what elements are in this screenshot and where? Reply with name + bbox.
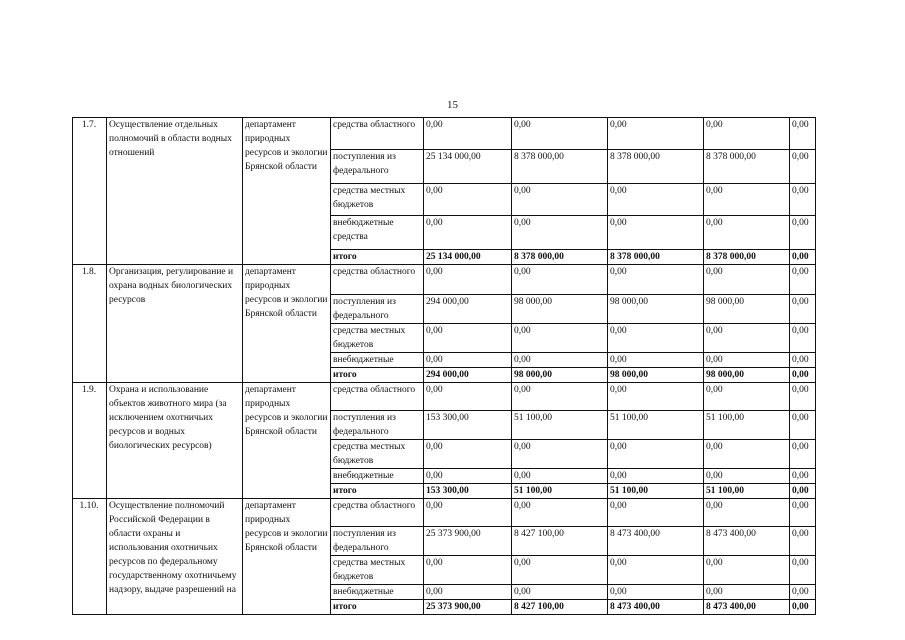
amount-cell: 98 000,00 (608, 295, 704, 324)
section-title: Организация, регулирование и охрана водных биологических ресурсов (107, 265, 243, 383)
section-title: Осуществление отдельных полномочий в области водных отношений (107, 118, 243, 265)
section-title: Охрана и использование объектов животного мира (за исключением охотничьих ресурсов и водных биологических ресурсов) (107, 383, 243, 499)
amount-cell: 294 000,00 (424, 295, 512, 324)
amount-cell: 8 378 000,00 (512, 250, 608, 265)
amount-cell: 0,00 (512, 499, 608, 527)
amount-cell: 0,00 (704, 556, 790, 585)
amount-cell: 0,00 (790, 383, 816, 411)
section-number: 1.7. (73, 118, 107, 265)
amount-cell: 0,00 (424, 585, 512, 600)
amount-cell: 0,00 (512, 265, 608, 295)
amount-cell: 0,00 (608, 216, 704, 250)
amount-cell: 0,00 (424, 353, 512, 368)
funding-source: внебюджетные средства (331, 216, 424, 250)
amount-cell: 0,00 (512, 469, 608, 484)
funding-source: итого (331, 484, 424, 499)
funding-source: итого (331, 600, 424, 615)
amount-cell: 0,00 (424, 499, 512, 527)
amount-cell: 8 378 000,00 (704, 150, 790, 184)
amount-cell: 0,00 (790, 600, 816, 615)
amount-cell: 51 100,00 (512, 484, 608, 499)
funding-source: средства областного (331, 499, 424, 527)
amount-cell: 8 473 400,00 (608, 527, 704, 556)
amount-cell: 0,00 (424, 383, 512, 411)
amount-cell: 0,00 (790, 527, 816, 556)
funding-source: внебюджетные (331, 585, 424, 600)
amount-cell: 25 134 000,00 (424, 150, 512, 184)
funding-source: средства местных бюджетов (331, 556, 424, 585)
amount-cell: 0,00 (608, 265, 704, 295)
amount-cell: 25 373 900,00 (424, 527, 512, 556)
amount-cell: 0,00 (790, 484, 816, 499)
amount-cell: 0,00 (790, 368, 816, 383)
amount-cell: 0,00 (512, 556, 608, 585)
amount-cell: 51 100,00 (704, 411, 790, 440)
amount-cell: 0,00 (790, 411, 816, 440)
section-executor: департамент природных ресурсов и экологии Брянской области (243, 265, 331, 383)
amount-cell: 0,00 (704, 440, 790, 469)
amount-cell: 0,00 (512, 118, 608, 150)
amount-cell: 0,00 (512, 383, 608, 411)
amount-cell: 51 100,00 (512, 411, 608, 440)
amount-cell: 0,00 (790, 150, 816, 184)
amount-cell: 25 373 900,00 (424, 600, 512, 615)
amount-cell: 0,00 (790, 469, 816, 484)
amount-cell: 0,00 (608, 353, 704, 368)
amount-cell: 0,00 (704, 383, 790, 411)
amount-cell: 0,00 (608, 585, 704, 600)
amount-cell: 0,00 (512, 184, 608, 216)
amount-cell: 0,00 (608, 440, 704, 469)
section-executor: департамент природных ресурсов и экологии Брянской области (243, 499, 331, 615)
amount-cell: 25 134 000,00 (424, 250, 512, 265)
amount-cell: 8 473 400,00 (704, 527, 790, 556)
amount-cell: 0,00 (704, 216, 790, 250)
amount-cell: 0,00 (704, 265, 790, 295)
amount-cell: 51 100,00 (608, 484, 704, 499)
amount-cell: 0,00 (608, 184, 704, 216)
amount-cell: 0,00 (608, 383, 704, 411)
funding-source: средства областного (331, 265, 424, 295)
amount-cell: 0,00 (790, 585, 816, 600)
amount-cell: 0,00 (790, 184, 816, 216)
section-executor: департамент природных ресурсов и экологии Брянской области (243, 118, 331, 265)
funding-source: внебюджетные (331, 469, 424, 484)
amount-cell: 8 427 100,00 (512, 600, 608, 615)
amount-cell: 0,00 (790, 265, 816, 295)
amount-cell: 0,00 (424, 556, 512, 585)
funding-source: поступления из федерального (331, 295, 424, 324)
funding-source: поступления из федерального (331, 150, 424, 184)
amount-cell: 0,00 (790, 295, 816, 324)
amount-cell: 0,00 (608, 118, 704, 150)
amount-cell: 51 100,00 (608, 411, 704, 440)
amount-cell: 0,00 (608, 324, 704, 353)
amount-cell: 98 000,00 (512, 295, 608, 324)
section-number: 1.8. (73, 265, 107, 383)
amount-cell: 0,00 (608, 499, 704, 527)
amount-cell: 0,00 (512, 353, 608, 368)
amount-cell: 8 378 000,00 (608, 150, 704, 184)
page-number: 15 (447, 99, 458, 111)
amount-cell: 98 000,00 (704, 295, 790, 324)
table-row (73, 383, 816, 411)
funding-source: средства областного (331, 383, 424, 411)
funding-source: поступления из федерального (331, 411, 424, 440)
amount-cell: 0,00 (704, 184, 790, 216)
amount-cell: 8 473 400,00 (704, 600, 790, 615)
amount-cell: 8 473 400,00 (608, 600, 704, 615)
amount-cell: 0,00 (608, 469, 704, 484)
table-body (73, 118, 816, 615)
amount-cell: 0,00 (790, 216, 816, 250)
funding-source: внебюджетные (331, 353, 424, 368)
funding-source: средства областного (331, 118, 424, 150)
amount-cell: 51 100,00 (704, 484, 790, 499)
funding-source: итого (331, 250, 424, 265)
amount-cell: 0,00 (512, 216, 608, 250)
funding-source: средства местных бюджетов (331, 324, 424, 353)
amount-cell: 153 300,00 (424, 411, 512, 440)
table-row (73, 118, 816, 150)
section-title: Осуществление полномочий Российской Федерации в области охраны и использования охотничьих ресурсов по федеральному государственному охотничьему надзору, выдаче разрешений на (107, 499, 243, 615)
amount-cell: 0,00 (424, 440, 512, 469)
amount-cell: 8 427 100,00 (512, 527, 608, 556)
amount-cell: 0,00 (424, 216, 512, 250)
amount-cell: 0,00 (424, 324, 512, 353)
amount-cell: 0,00 (790, 118, 816, 150)
amount-cell: 0,00 (424, 469, 512, 484)
amount-cell: 0,00 (424, 118, 512, 150)
section-executor: департамент природных ресурсов и экологии Брянской области (243, 383, 331, 499)
amount-cell: 0,00 (704, 118, 790, 150)
section-number: 1.10. (73, 499, 107, 615)
amount-cell: 0,00 (424, 265, 512, 295)
table-row (73, 265, 816, 295)
amount-cell: 0,00 (424, 184, 512, 216)
amount-cell: 0,00 (704, 585, 790, 600)
funding-source: средства местных бюджетов (331, 184, 424, 216)
amount-cell: 0,00 (790, 324, 816, 353)
amount-cell: 98 000,00 (512, 368, 608, 383)
amount-cell: 0,00 (790, 353, 816, 368)
amount-cell: 98 000,00 (704, 368, 790, 383)
funding-source: итого (331, 368, 424, 383)
amount-cell: 0,00 (512, 324, 608, 353)
amount-cell: 98 000,00 (608, 368, 704, 383)
amount-cell: 153 300,00 (424, 484, 512, 499)
amount-cell: 0,00 (790, 440, 816, 469)
amount-cell: 0,00 (790, 250, 816, 265)
amount-cell: 0,00 (512, 440, 608, 469)
budget-table (72, 117, 816, 615)
amount-cell: 0,00 (704, 469, 790, 484)
amount-cell: 0,00 (790, 556, 816, 585)
amount-cell: 0,00 (704, 499, 790, 527)
amount-cell: 8 378 000,00 (704, 250, 790, 265)
amount-cell: 0,00 (704, 353, 790, 368)
amount-cell: 0,00 (704, 324, 790, 353)
amount-cell: 8 378 000,00 (608, 250, 704, 265)
amount-cell: 0,00 (512, 585, 608, 600)
amount-cell: 0,00 (608, 556, 704, 585)
funding-source: средства местных бюджетов (331, 440, 424, 469)
amount-cell: 8 378 000,00 (512, 150, 608, 184)
funding-source: поступления из федерального (331, 527, 424, 556)
amount-cell: 0,00 (790, 499, 816, 527)
table-row (73, 499, 816, 527)
section-number: 1.9. (73, 383, 107, 499)
amount-cell: 294 000,00 (424, 368, 512, 383)
